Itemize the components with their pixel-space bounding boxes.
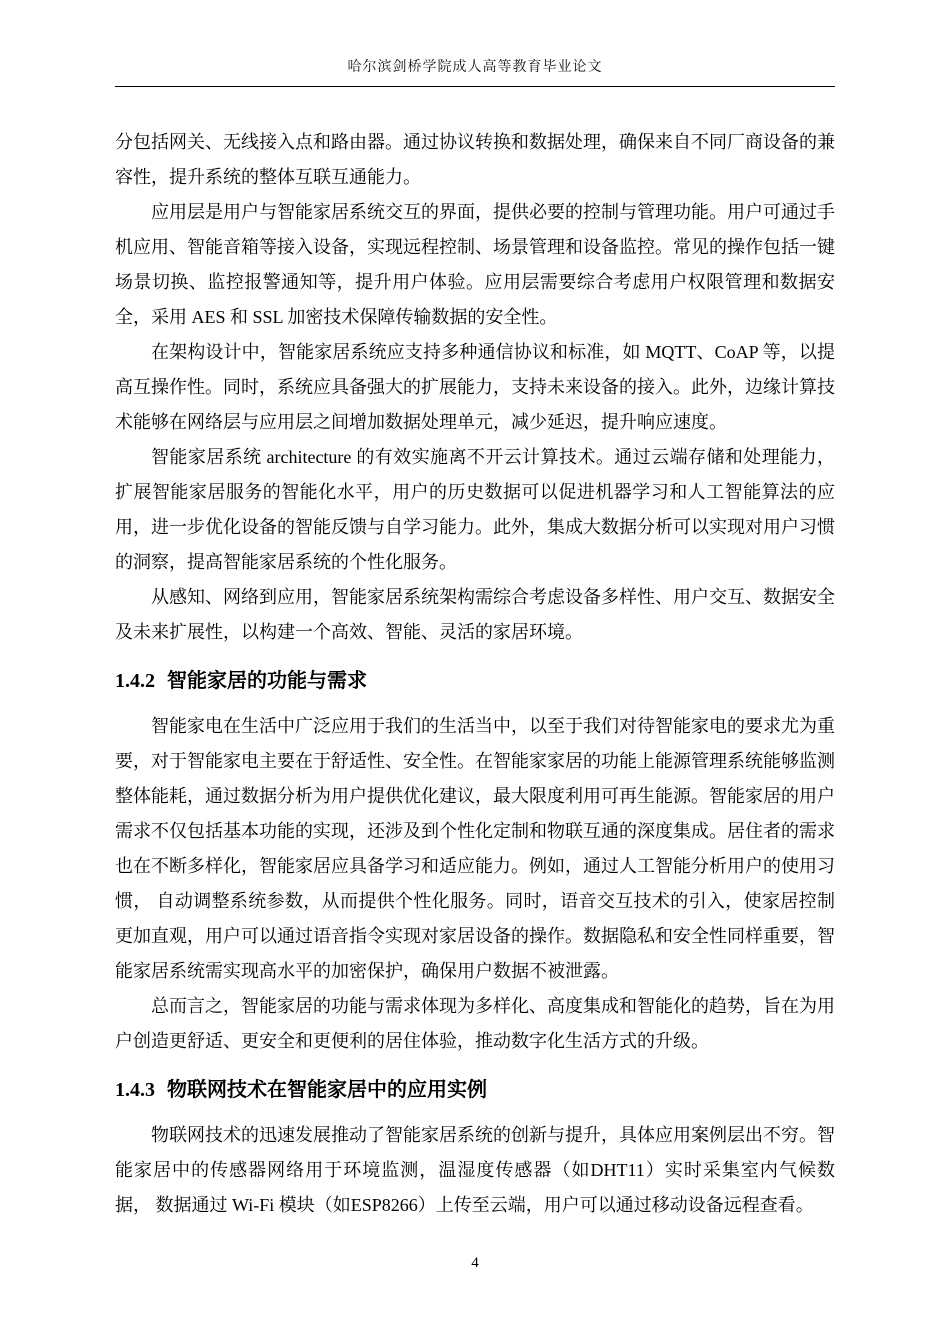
section-heading-1-4-3 xyxy=(115,1073,835,1108)
section-heading-1-4-2 xyxy=(115,664,835,699)
paragraph-5: 从感知、网络到应用，智能家居系统架构需综合考虑设备多样性、用户交互、数据安全及未来扩展性，以构建一个高效、智能、灵活的家居环境。 xyxy=(115,587,835,642)
paragraph-3: 在架构设计中，智能家居系统应支持多种通信协议和标准，如 MQTT、CoAP 等，以提高互操作性。同时，系统应具备强大的扩展能力，支持未来设备的接入。此外，边缘计算技术能够在网络层与应用层之间增加数据处理单元，减少延迟，提升响应速度。 xyxy=(115,342,835,432)
section-number: 1.4.2 xyxy=(115,670,155,692)
section-number: 1.4.3 xyxy=(115,1079,155,1101)
header-title: 哈尔滨剑桥学院成人高等教育毕业论文 xyxy=(347,60,603,75)
paragraph-4: 智能家居系统 architecture 的有效实施离不开云计算技术。通过云端存储和处理能力，扩展智能家居服务的智能化水平，用户的历史数据可以促进机器学习和人工智能算法的应用，进一步优化设备的智能反馈与自学习能力。此外，集成大数据分析可以实现对用户习惯的洞察，提高智能家居系统的个性化服务。 xyxy=(115,447,835,572)
page-header xyxy=(115,56,835,87)
document-content xyxy=(115,125,835,1223)
paragraph-7: 总而言之，智能家居的功能与需求体现为多样化、高度集成和智能化的趋势，旨在为用户创造更舒适、更安全和更便利的居住体验，推动数字化生活方式的升级。 xyxy=(115,996,835,1051)
page-footer xyxy=(0,1255,950,1272)
paragraph-1: 分包括网关、无线接入点和路由器。通过协议转换和数据处理，确保来自不同厂商设备的兼容性，提升系统的整体互联互通能力。 xyxy=(115,132,835,187)
paragraph-8: 物联网技术的迅速发展推动了智能家居系统的创新与提升，具体应用案例层出不穷。智能家居中的传感器网络用于环境监测，温湿度传感器（如DHT11）实时采集室内气候数据， 数据通过 Wi-Fi 模块（如ESP8266）上传至云端，用户可以通过移动设备远程查看。 xyxy=(115,1125,835,1215)
paragraph-2: 应用层是用户与智能家居系统交互的界面，提供必要的控制与管理功能。用户可通过手机应用、智能音箱等接入设备，实现远程控制、场景管理和设备监控。常见的操作包括一键场景切换、监控报警通知等，提升用户体验。应用层需要综合考虑用户权限管理和数据安全，采用 AES 和 SSL 加密技术保障传输数据的安全性。 xyxy=(115,202,835,327)
paragraph-6: 智能家电在生活中广泛应用于我们的生活当中，以至于我们对待智能家电的要求尤为重要，对于智能家电主要在于舒适性、安全性。在智能家家居的功能上能源管理系统能够监测整体能耗，通过数据分析为用户提供优化建议，最大限度利用可再生能源。智能家居的用户需求不仅包括基本功能的实现，还涉及到个性化定制和物联互通的深度集成。居住者的需求也在不断多样化，智能家居应具备学习和适应能力。例如，通过人工智能分析用户的使用习惯， 自动调整系统参数，从而提供个性化服务。同时，语音交互技术的引入，使家居控制更加直观，用户可以通过语音指令实现对家居设备的操作。数据隐私和安全性同样重要，智能家居系统需实现高水平的加密保护，确保用户数据不被泄露。 xyxy=(115,716,835,981)
section-title: 智能家居的功能与需求 xyxy=(167,670,367,692)
page-number: 4 xyxy=(471,1255,479,1271)
section-title: 物联网技术在智能家居中的应用实例 xyxy=(167,1079,487,1101)
